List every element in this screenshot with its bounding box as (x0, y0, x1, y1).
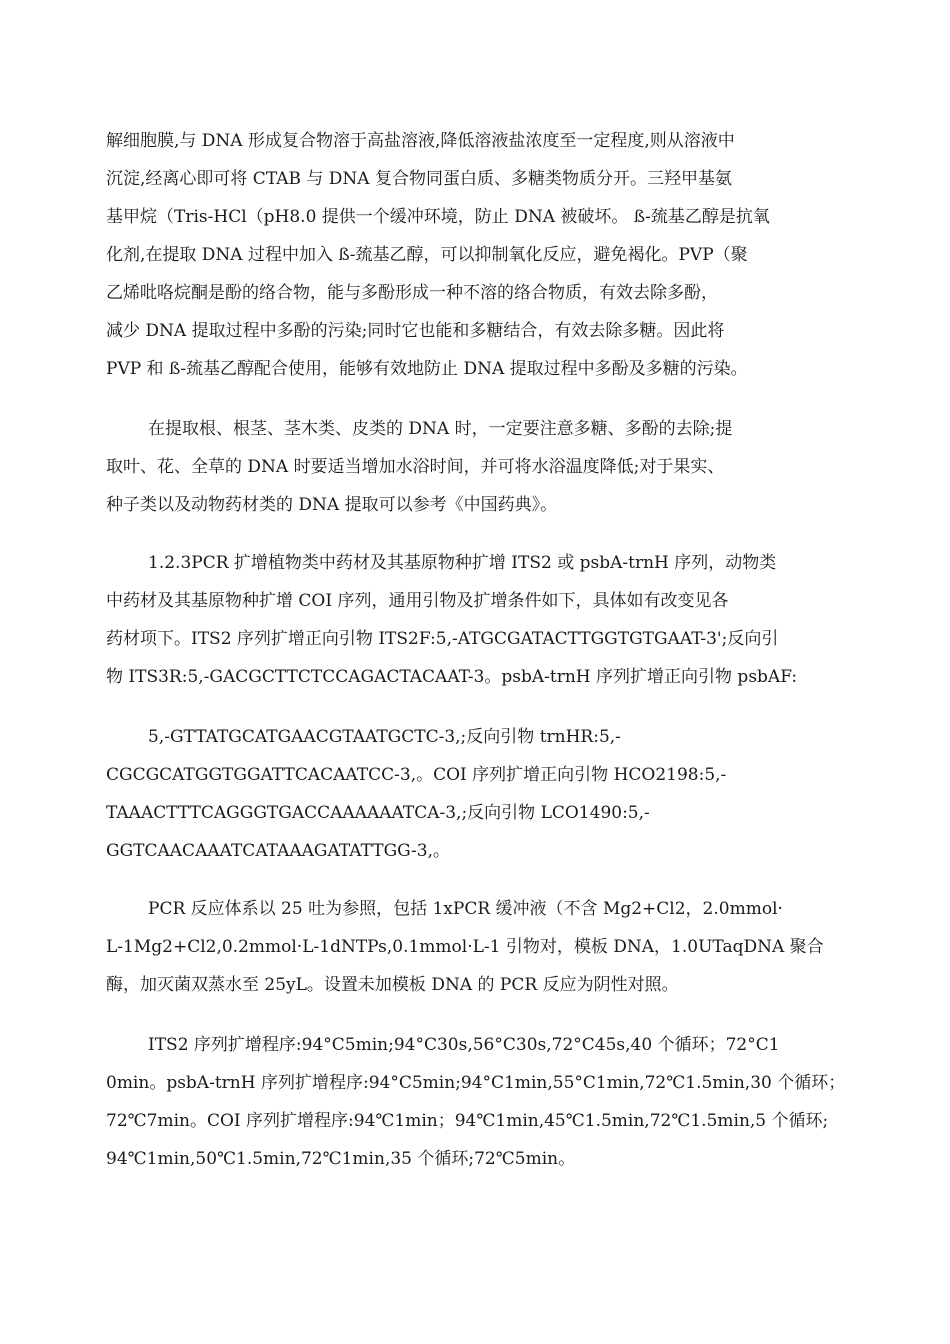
text-line: 酶，加灭菌双蒸水至 25yL。设置未加模板 DNA 的 PCR 反应为阴性对照。 (106, 975, 679, 995)
text-line: 5,-GTTATGCATGAACGTAATGCTC-3,;反向引物 trnHR:5,- (148, 727, 621, 747)
text-line: 0min。psbA-trnH 序列扩增程序:94°C5min;94°C1min,55°C1min,72℃1.5min,30 个循环； (106, 1073, 846, 1093)
text-line: L-1Mg2+Cl2,0.2mmol·L-1dNTPs,0.1mmol·L-1 引物对，模板 DNA，1.0UTaqDNA 聚合 (106, 937, 824, 957)
text-line: 沉淀,经离心即可将 CTAB 与 DNA 复合物同蛋白质、多糖类物质分开。三羟甲基氨 (106, 169, 732, 189)
text-line: 在提取根、根茎、茎木类、皮类的 DNA 时，一定要注意多糖、多酚的去除;提 (148, 419, 733, 439)
text-line: CGCGCATGGTGGATTCACAATCC-3,。COI 序列扩增正向引物 HCO2198:5,- (106, 765, 727, 785)
text-line: 乙烯吡咯烷酮是酚的络合物，能与多酚形成一种不溶的络合物质，有效去除多酚， (106, 283, 718, 303)
text-line: 化剂,在提取 DNA 过程中加入 ß-巯基乙醇，可以抑制氧化反应，避免褐化。PVP（聚 (106, 245, 748, 265)
text-line: TAAACTTTCAGGGTGACCAAAAAATCA-3,;反向引物 LCO1490:5,- (106, 803, 650, 823)
paragraph-amplification-programs (106, 1026, 854, 1178)
text-line: 94℃1min,50℃1.5min,72℃1min,35 个循环;72℃5min。 (106, 1149, 576, 1169)
text-line: 药材项下。ITS2 序列扩增正向引物 ITS2F:5,-ATGCGATACTTGGTGTGAAT-3';反向引 (106, 629, 779, 649)
text-line: GGTCAACAAATCATAAAGATATTGG-3,。 (106, 841, 451, 861)
text-line: 解细胞膜,与 DNA 形成复合物溶于高盐溶液,降低溶液盐浓度至一定程度,则从溶液中 (106, 131, 735, 151)
text-line: 基甲烷（Tris-HCl（pH8.0 提供一个缓冲环境，防止 DNA 被破坏。 ß-巯基乙醇是抗氧 (106, 207, 770, 227)
paragraph-pcr-reaction-system (106, 890, 854, 1004)
text-line: 72℃7min。COI 序列扩增程序:94℃1min；94℃1min,45℃1.5min,72℃1.5min,5 个循环; (106, 1111, 829, 1131)
text-line: 减少 DNA 提取过程中多酚的污染;同时它也能和多糖结合，有效去除多糖。因此将 (106, 321, 725, 341)
text-line: PCR 反应体系以 25 吐为参照，包括 1xPCR 缓冲液（不含 Mg2+Cl2，2.0mmol· (148, 899, 783, 919)
paragraph-primer-sequences (106, 718, 854, 870)
paragraph-ctab-extraction (106, 122, 854, 388)
text-line: 中药材及其基原物种扩增 COI 序列，通用引物及扩增条件如下，具体如有改变见各 (106, 591, 729, 611)
paragraph-extraction-notes (106, 410, 854, 524)
paragraph-pcr-primers (106, 544, 854, 696)
text-line: 1.2.3PCR 扩增植物类中药材及其基原物种扩增 ITS2 或 psbA-trnH 序列，动物类 (148, 553, 777, 573)
text-line: PVP 和 ß-巯基乙醇配合使用，能够有效地防止 DNA 提取过程中多酚及多糖的污染。 (106, 359, 748, 379)
text-line: ITS2 序列扩增程序:94°C5min;94°C30s,56°C30s,72°C45s,40 个循环；72°C1 (148, 1035, 780, 1055)
text-line: 取叶、花、全草的 DNA 时要适当增加水浴时间，并可将水浴温度降低;对于果实、 (106, 457, 725, 477)
text-line: 种子类以及动物药材类的 DNA 提取可以参考《中国药典》。 (106, 495, 558, 515)
text-line: 物 ITS3R:5,-GACGCTTCTCCAGACTACAAT-3。psbA-trnH 序列扩增正向引物 psbAF: (106, 667, 798, 687)
